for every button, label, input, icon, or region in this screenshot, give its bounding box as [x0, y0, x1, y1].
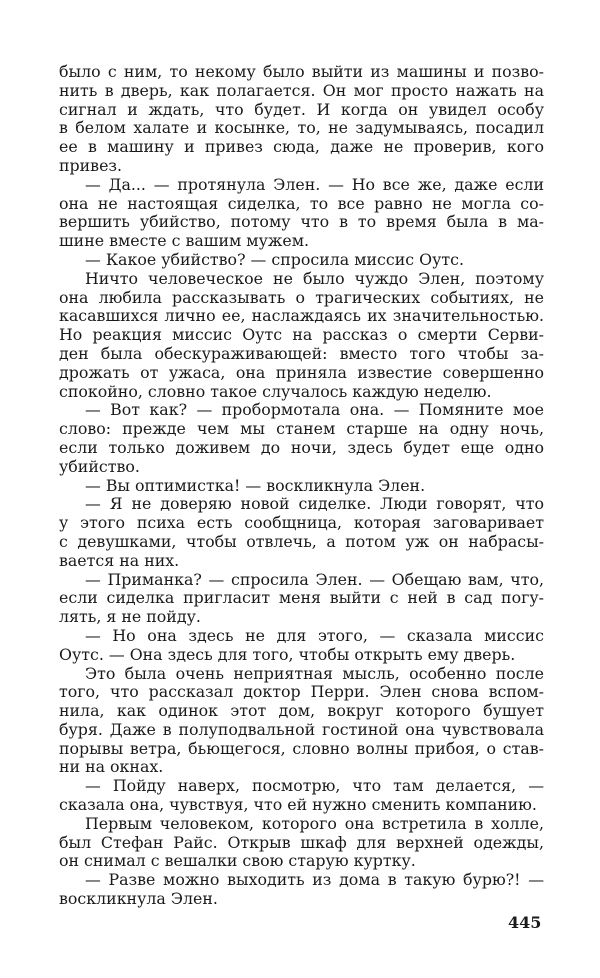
text-line: — Но она здесь не для этого, — сказала миссис — [85, 625, 544, 645]
text-line: касавшихся лично ее, наслаждаясь их значительностью. — [59, 306, 544, 326]
text-line: шине вместе с вашим мужем. — [59, 231, 310, 251]
text-line: привез. — [59, 155, 123, 175]
text-line: лять, я не пойду. — [59, 607, 201, 627]
text-line: был Стефан Райс. Открыв шкаф для верхней одежды, — [59, 832, 544, 852]
text-line: — Я не доверяю новой сиделке. Люди говорят, что — [85, 494, 544, 514]
text-line: — Вот как? — пробормотала она. — Помяните мое — [85, 400, 544, 420]
text-line: убийство. — [59, 456, 140, 476]
text-line: Первым человеком, которого она встретила в холле, — [85, 813, 544, 833]
text-line: — Вы оптимистка! — воскликнула Элен. — [85, 475, 426, 495]
text-line: — Да... — протянула Элен. — Но все же, даже если — [85, 174, 544, 194]
text-line: вается на них. — [59, 550, 180, 570]
text-line: — Разве можно выходить из дома в такую бурю?! — — [85, 870, 544, 890]
text-line: с девушками, чтобы отвлечь, а потом уж он набрасы- — [59, 531, 544, 551]
text-line: он снимал с вешалки свою старую куртку. — [59, 851, 416, 871]
text-line: если только доживем до ночи, здесь будет еще одно — [59, 437, 544, 457]
text-line: сказала она, чувствуя, что ей нужно сменить компанию. — [59, 795, 537, 815]
text-line: вершить убийство, потому что в то время была в ма- — [59, 212, 544, 232]
text-line: она любила рассказывать о трагических событиях, не — [59, 287, 544, 307]
text-line: — Пойду наверх, посмотрю, что там делается, — — [85, 776, 544, 796]
text-line: если сиделка пригласит меня выйти с ней в сад погу- — [59, 588, 544, 608]
text-line: того, что рассказал доктор Перри. Элен снова вспом- — [59, 682, 544, 702]
text-line: — Какое убийство? — спросила миссис Оутс. — [85, 249, 464, 269]
text-line: слово: прежде чем мы станем старше на одну ночь, — [59, 419, 544, 439]
text-line: сигнал и ждать, что будет. И когда он увидел особу — [59, 99, 544, 119]
text-line: нила, как одинок этот дом, вокруг которого бушует — [59, 701, 544, 721]
text-line: Оутс. — Она здесь для того, чтобы открыть ему дверь. — [59, 644, 516, 664]
body-text — [59, 63, 544, 909]
text-line: Ничто человеческое не было чуждо Элен, поэтому — [85, 268, 544, 288]
text-line: буря. Даже в полуподвальной гостиной она чувствовала — [59, 719, 544, 739]
text-line: ее в машину и привез сюда, даже не проверив, кого — [59, 137, 544, 157]
text-line: воскликнула Элен. — [59, 889, 218, 909]
text-line: ден была обескураживающей: вместо того чтобы за- — [59, 343, 544, 363]
text-line: спокойно, словно такое случалось каждую неделю. — [59, 381, 492, 401]
text-line: Это была очень неприятная мысль, особенно после — [85, 663, 544, 683]
text-line: ни на окнах. — [59, 757, 164, 777]
text-line: у этого психа есть сообщница, которая заговаривает — [59, 513, 544, 533]
text-line: в белом халате и косынке, то, не задумываясь, посадил — [59, 118, 544, 138]
text-line: было с ним, то некому было выйти из машины и позво- — [59, 62, 544, 81]
page-number: 445 — [508, 913, 542, 932]
text-line: — Приманка? — спросила Элен. — Обещаю вам, что, — [85, 569, 544, 589]
text-line: нить в дверь, как полагается. Он мог просто нажать на — [59, 80, 544, 100]
text-line: Но реакция миссис Оутс на рассказ о смерти Серви- — [59, 325, 544, 345]
text-line: она не настоящая сиделка, то все равно не могла со- — [59, 193, 544, 213]
text-line: дрожать от ужаса, она приняла известие совершенно — [59, 362, 544, 382]
text-line: порывы ветра, бьющегося, словно волны прибоя, о став- — [59, 738, 544, 758]
